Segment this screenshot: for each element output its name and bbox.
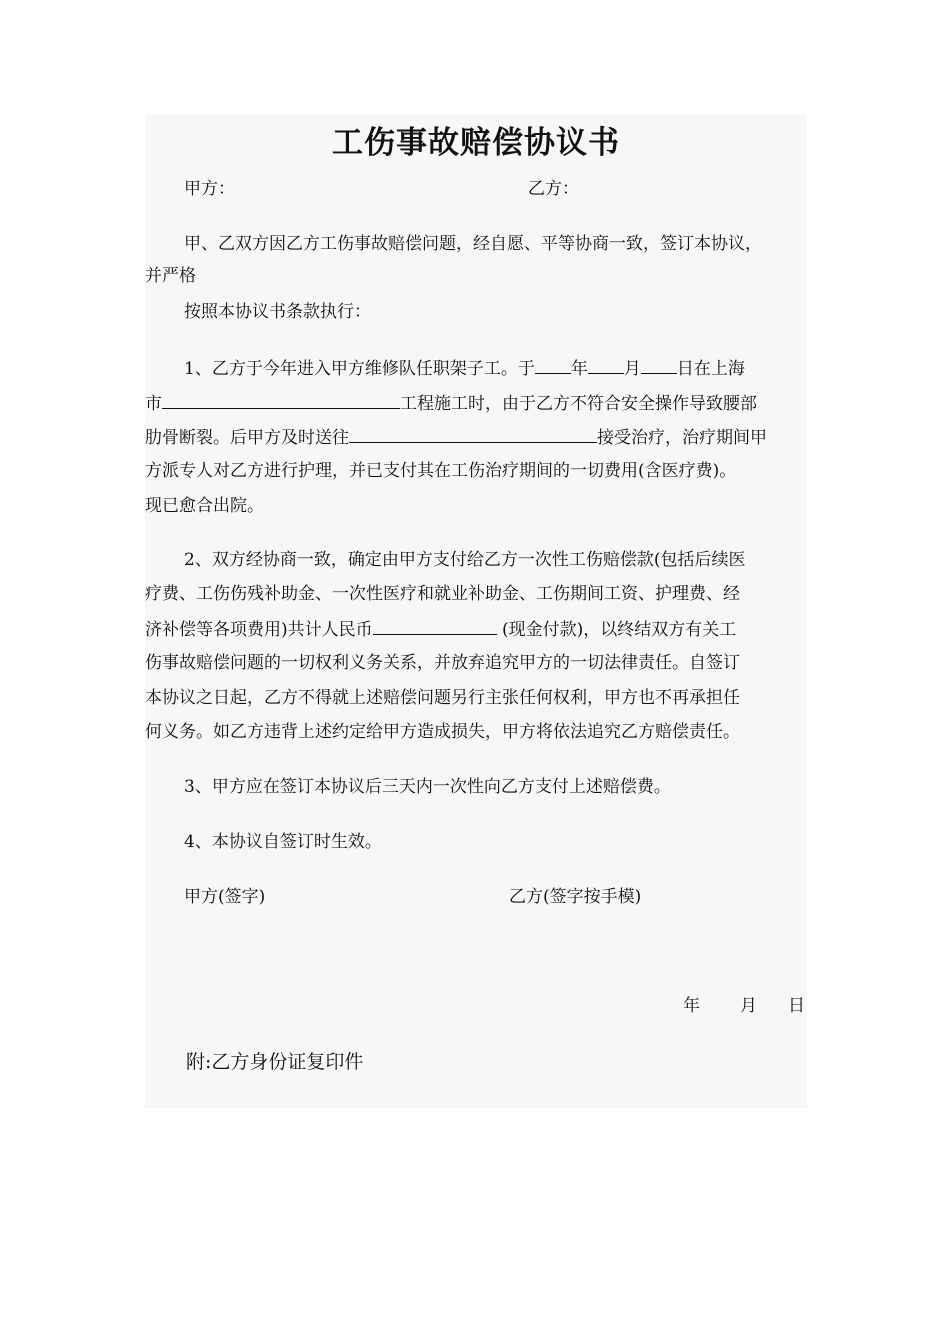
clause-2-line-5: 本协议之日起，乙方不得就上述赔偿问题另行主张任何权利，甲方也不再承担任: [145, 688, 740, 708]
year-blank[interactable]: [535, 356, 571, 374]
clause-1-line-1: [184, 356, 745, 381]
clause-1-line-4: 方派专人对乙方进行护理，并已支付其在工伤治疗期间的一切费用(含医疗费)。: [145, 461, 737, 481]
date-month: 月: [740, 996, 757, 1016]
project-location-blank[interactable]: [162, 391, 400, 409]
month-label: 月: [623, 359, 641, 379]
signature-party-a: 甲方(签字): [184, 887, 266, 907]
clause-1-text: 市: [145, 394, 162, 414]
document-title: 工伤事故赔偿协议书: [332, 125, 620, 161]
year-label: 年: [570, 359, 588, 379]
clause-1-text: 接受治疗，治疗期间甲: [597, 428, 767, 448]
clause-2-line-6: 何义务。如乙方违背上述约定给甲方造成损失，甲方将依法追究乙方赔偿责任。: [145, 722, 740, 742]
day-blank[interactable]: [641, 356, 677, 374]
party-b-label: 乙方：: [528, 179, 579, 199]
clause-2-text: (现金付款)，以终结双方有关工: [496, 620, 737, 640]
clause-2-line-2: 疗费、工伤伤残补助金、一次性医疗和就业补助金、工伤期间工资、护理费、经: [145, 584, 740, 604]
clause-2-text: 济补偿等各项费用)共计人民币: [145, 620, 373, 640]
intro-line-1: 甲、乙双方因乙方工伤事故赔偿问题，经自愿、平等协商一致，签订本协议，: [184, 234, 762, 254]
clause-1-text: 日在上海: [676, 359, 745, 379]
clause-1-text: 工程施工时，由于乙方不符合安全操作导致腰部: [400, 394, 757, 414]
clause-1-line-5: 现已愈合出院。: [145, 496, 264, 516]
clause-1-line-3: [145, 425, 767, 450]
clause-3: 3、甲方应在签订本协议后三天内一次性向乙方支付上述赔偿费。: [184, 777, 671, 797]
party-a-label: 甲方：: [184, 179, 235, 199]
date-year: 年: [683, 996, 700, 1016]
clause-2-line-3: [145, 617, 736, 642]
clause-2-line-1: 2、双方经协商一致，确定由甲方支付给乙方一次性工伤赔偿款(包括后续医: [184, 550, 746, 570]
hospital-blank[interactable]: [349, 425, 597, 443]
intro-line-3: 按照本协议书条款执行：: [184, 302, 371, 322]
amount-blank[interactable]: [373, 617, 497, 635]
month-blank[interactable]: [588, 356, 624, 374]
clause-1-line-2: [145, 391, 757, 416]
clause-1-text: 肋骨断裂。后甲方及时送往: [145, 428, 349, 448]
agreement-document: [145, 115, 807, 1108]
clause-2-line-4: 伤事故赔偿问题的一切权利义务关系，并放弃追究甲方的一切法律责任。自签订: [145, 653, 740, 673]
intro-line-2: 并严格: [145, 266, 196, 286]
attachment-note: 附:乙方身份证复印件: [186, 1051, 364, 1073]
clause-4: 4、本协议自签订时生效。: [184, 832, 382, 852]
clause-1-text: 1、乙方于今年进入甲方维修队任职架子工。于: [184, 359, 535, 379]
date-day: 日: [788, 996, 805, 1016]
signature-party-b: 乙方(签字按手模): [509, 887, 642, 907]
